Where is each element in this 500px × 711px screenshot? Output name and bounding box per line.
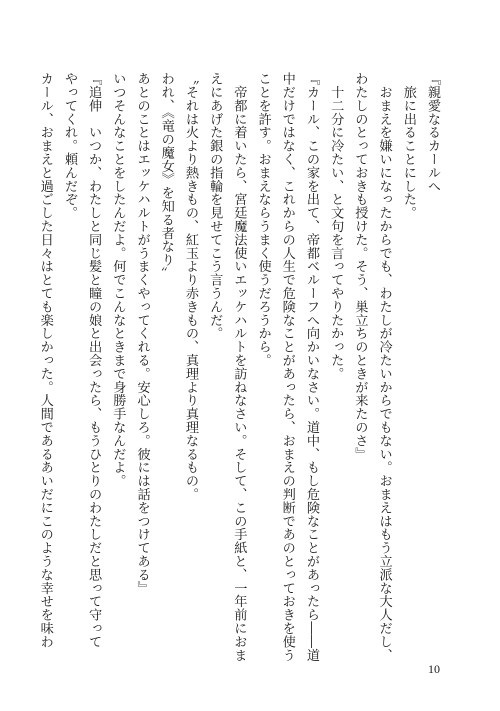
text-line: カール、おまえと過ごした日々はとても楽しかった。人間であるあいだにこのような幸せを味わ [37,72,53,649]
text-line: えにあげた銀の指輪を見せてこう言うんだ。 [207,72,223,340]
vertical-text-body [37,72,444,662]
text-line: 『カール、この家を出て、帝都ベルーフへ向かいなさい。道中、もし危険なことがあったら――道 [303,72,319,662]
text-line: 中だけではなく、これからの人生で危険なことがあったら、おまえの判断であのとっておきを使う [279,72,295,662]
text-line: 十二分に冷たい、と文句を言ってやりたかった。 [328,72,344,381]
text-line: おまえを嫌いになったからでも、わたしが冷たいからでもない。おまえはもう立派な大人だし、 [376,72,392,662]
text-line: あとのことはエッケハルトがうまくやってくれる。安心しろ。彼には話をつけてある』 [134,72,150,595]
text-line: 『追伸 いつか、わたしと同じ髪と瞳の娘と出会ったら、もうひとりのわたしだと思って守って [86,72,102,649]
text-line: わたしのとっておきも授けた。そう、巣立ちのときが来たのさ』 [352,72,368,461]
text-line: 旅に出ることにした。 [400,72,416,220]
text-line: ことを許す。おまえならうまく使うだろうから。 [255,72,271,367]
text-line: いつそんなことをしたんだよ。何でこんなときまで身勝手なんだよ。 [110,72,126,488]
text-line: やってくれ。頼んだぞ。 [61,72,77,220]
text-line: 〝それは火より熱きもの、紅玉より赤きもの、真理より真理なるもの。 [182,72,198,501]
text-line: われ、《竜の魔女》を知る者なり〟 [158,72,174,280]
text-line: 帝都に着いたら、宮廷魔法使いエッケハルトを訪ねなさい。そして、この手紙と、一年前におま [231,72,247,662]
text-line: 『親愛なるカールへ [425,72,440,193]
page-number: 10 [428,662,440,676]
